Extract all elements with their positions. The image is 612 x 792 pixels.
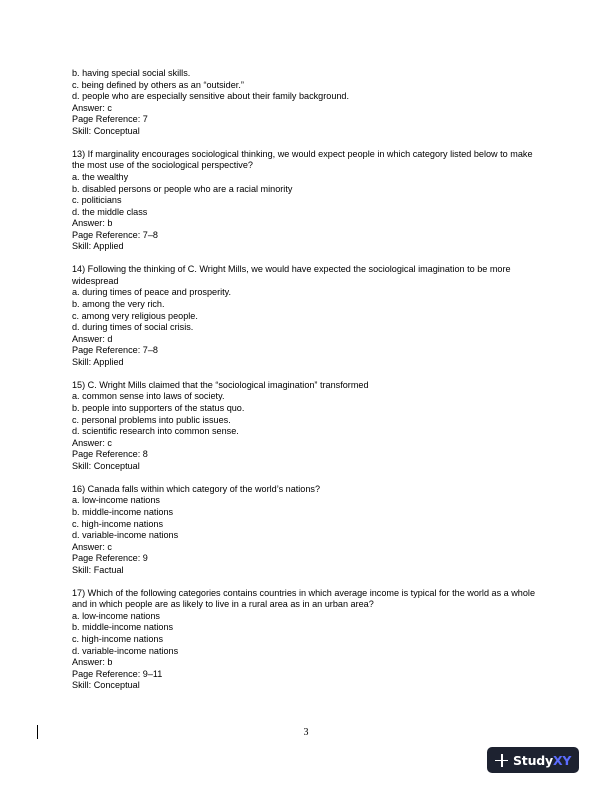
option-a: a. common sense into laws of society. [72,391,225,402]
brand-accent: XY [552,752,572,768]
option-line: c. being defined by others as an “outsider.” [72,79,244,90]
document-body [72,68,540,703]
option-d: d. variable-income nations [72,645,179,656]
option-line: b. having special social skills. [72,68,191,78]
option-d: d. scientific research into common sense. [72,426,239,437]
option-b: b. middle-income nations [72,506,174,517]
skill-line: Skill: Conceptual [72,460,140,471]
skill-line: Skill: Conceptual [72,680,140,691]
option-c: c. politicians [72,195,122,206]
brand-prefix: Study [513,752,553,768]
question-text: 14) Following the thinking of C. Wright Mills, we would have expected the sociological imagination to be more widespread [72,264,511,286]
option-b: b. people into supporters of the status quo. [72,403,245,413]
option-c: c. high-income nations [72,634,163,645]
plus-icon [495,754,508,767]
option-a: a. the wealthy [72,171,129,182]
option-a: a. low-income nations [72,610,160,621]
page-reference-line: Page Reference: 7–8 [72,345,158,356]
option-b: b. among the very rich. [72,299,165,310]
skill-line: Skill: Factual [72,564,124,575]
question-text: 13) If marginality encourages sociological thinking, we would expect people in which category listed below to make the most use of the sociological perspective? [72,148,533,171]
option-b: b. middle-income nations [72,622,174,633]
continued-question [72,68,540,137]
question-14 [72,264,540,368]
studyxy-badge[interactable] [487,747,579,773]
option-a: a. during times of peace and prosperity. [72,287,232,298]
option-d: d. the middle class [72,206,148,217]
option-c: c. personal problems into public issues. [72,414,231,425]
brand-logo-text [513,753,571,768]
question-15 [72,380,540,472]
question-text: 17) Which of the following categories contains countries in which average income is typical for the world as a whole and in which people are as likely to live in a rural area as in an urban area? [72,587,536,610]
page-reference-line: Page Reference: 7–8 [72,229,158,240]
answer-line: Answer: b [72,218,113,229]
option-line: d. people who are especially sensitive about their family background. [72,91,350,102]
skill-line: Skill: Applied [72,241,124,252]
answer-line: Answer: c [72,437,112,448]
answer-line: Answer: c [72,541,112,552]
page-number: 3 [303,727,309,738]
option-d: d. variable-income nations [72,530,179,541]
skill-line: Skill: Conceptual [72,125,140,136]
option-c: c. among very religious people. [72,310,198,321]
answer-line: Answer: c [72,102,112,113]
page-reference-line: Page Reference: 7 [72,114,148,125]
question-text: 16) Canada falls within which category of the world’s nations? [72,483,321,494]
question-text: 15) C. Wright Mills claimed that the “sociological imagination” transformed [72,379,369,390]
option-d: d. during times of social crisis. [72,322,194,333]
page-reference-line: Page Reference: 9–11 [72,668,163,679]
question-13 [72,149,540,253]
option-b: b. disabled persons or people who are a racial minority [72,183,293,194]
page-reference-line: Page Reference: 8 [72,449,148,460]
skill-line: Skill: Applied [72,356,124,367]
answer-line: Answer: b [72,657,113,668]
option-a: a. low-income nations [72,495,160,506]
option-c: c. high-income nations [72,518,163,529]
question-17 [72,588,540,692]
question-16 [72,484,540,576]
answer-line: Answer: d [72,333,113,344]
page-reference-line: Page Reference: 9 [72,553,148,564]
